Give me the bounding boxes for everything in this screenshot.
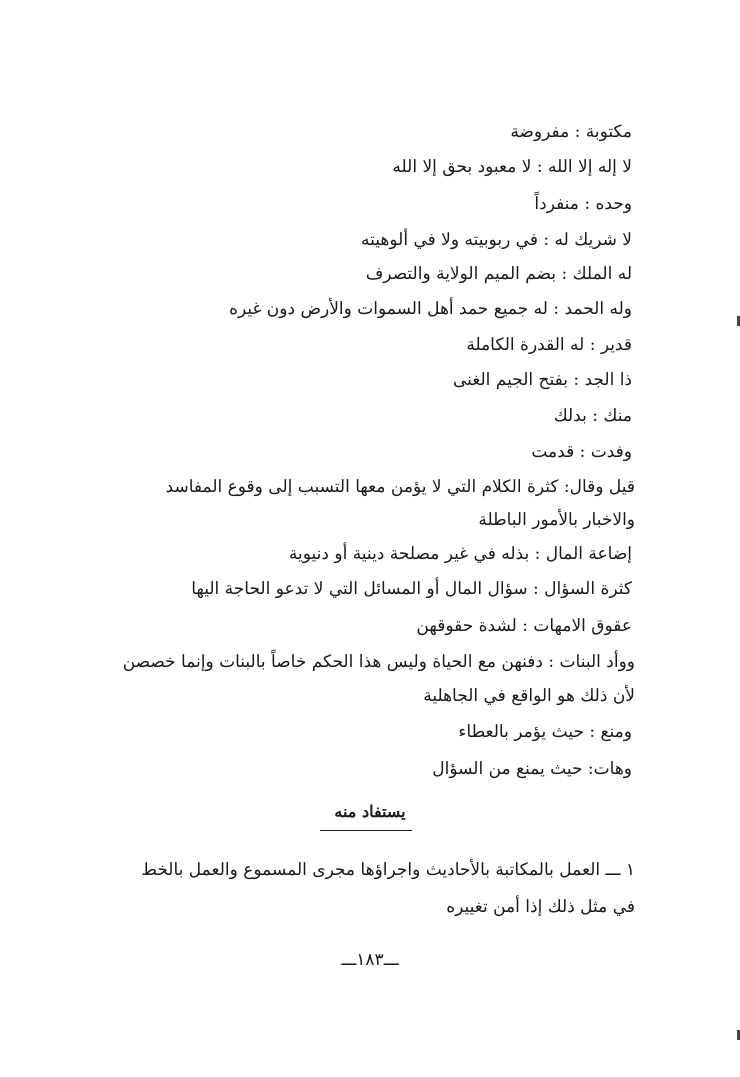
glossary-line: عقوق الامهات : لشدة حقوقهن <box>416 616 632 636</box>
glossary-line: له الملك : بضم الميم الولاية والتصرف <box>365 264 632 284</box>
glossary-line: قيل وقال: كثرة الكلام التي لا يؤمن معها التسبب إلى وقوع المفاسد <box>165 477 635 497</box>
section-heading: يستفاد منه <box>334 802 406 821</box>
benefit-line-continuation: في مثل ذلك إذا أمن تغييره <box>446 897 635 917</box>
glossary-line: ذا الجد : بفتح الجيم الغنى <box>453 370 632 390</box>
glossary-line: مكتوبة : مفروضة <box>510 122 632 142</box>
glossary-line: كثرة السؤال : سؤال المال أو المسائل التي لا تدعو الحاجة اليها <box>191 579 632 599</box>
glossary-line: وحده : منفرداً <box>534 194 632 214</box>
glossary-line: لا إله إلا الله : لا معبود بحق إلا الله <box>392 157 632 177</box>
benefit-line: ١ ـــ العمل بالمكاتبة بالأحاديث واجراؤها مجرى المسموع والعمل بالخط <box>141 860 635 880</box>
page-number: ـــ١٨٣ـــ <box>341 950 399 970</box>
glossary-line: ومنع : حيث يؤمر بالعطاء <box>458 722 632 742</box>
glossary-line: وله الحمد : له جميع حمد أهل السموات والأرض دون غيره <box>229 299 632 319</box>
glossary-line: إضاعة المال : بذله في غير مصلحة دينية أو دنيوية <box>288 544 632 564</box>
glossary-line: ووأد البنات : دفنهن مع الحياة وليس هذا الحكم خاصاً بالبنات وإنما خصصن <box>122 652 635 672</box>
heading-underline <box>320 830 412 831</box>
glossary-line-continuation: والاخبار بالأمور الباطلة <box>478 510 635 530</box>
glossary-line: وهات: حيث يمنع من السؤال <box>432 759 632 779</box>
glossary-line: وفدت : قدمت <box>531 442 632 462</box>
glossary-line: لا شريك له : في ربوبيته ولا في ألوهيته <box>361 230 632 250</box>
glossary-line: قدير : له القدرة الكاملة <box>466 335 632 355</box>
glossary-line: منك : بدلك <box>553 406 632 426</box>
glossary-line-continuation: لأن ذلك هو الواقع في الجاهلية <box>423 686 635 706</box>
